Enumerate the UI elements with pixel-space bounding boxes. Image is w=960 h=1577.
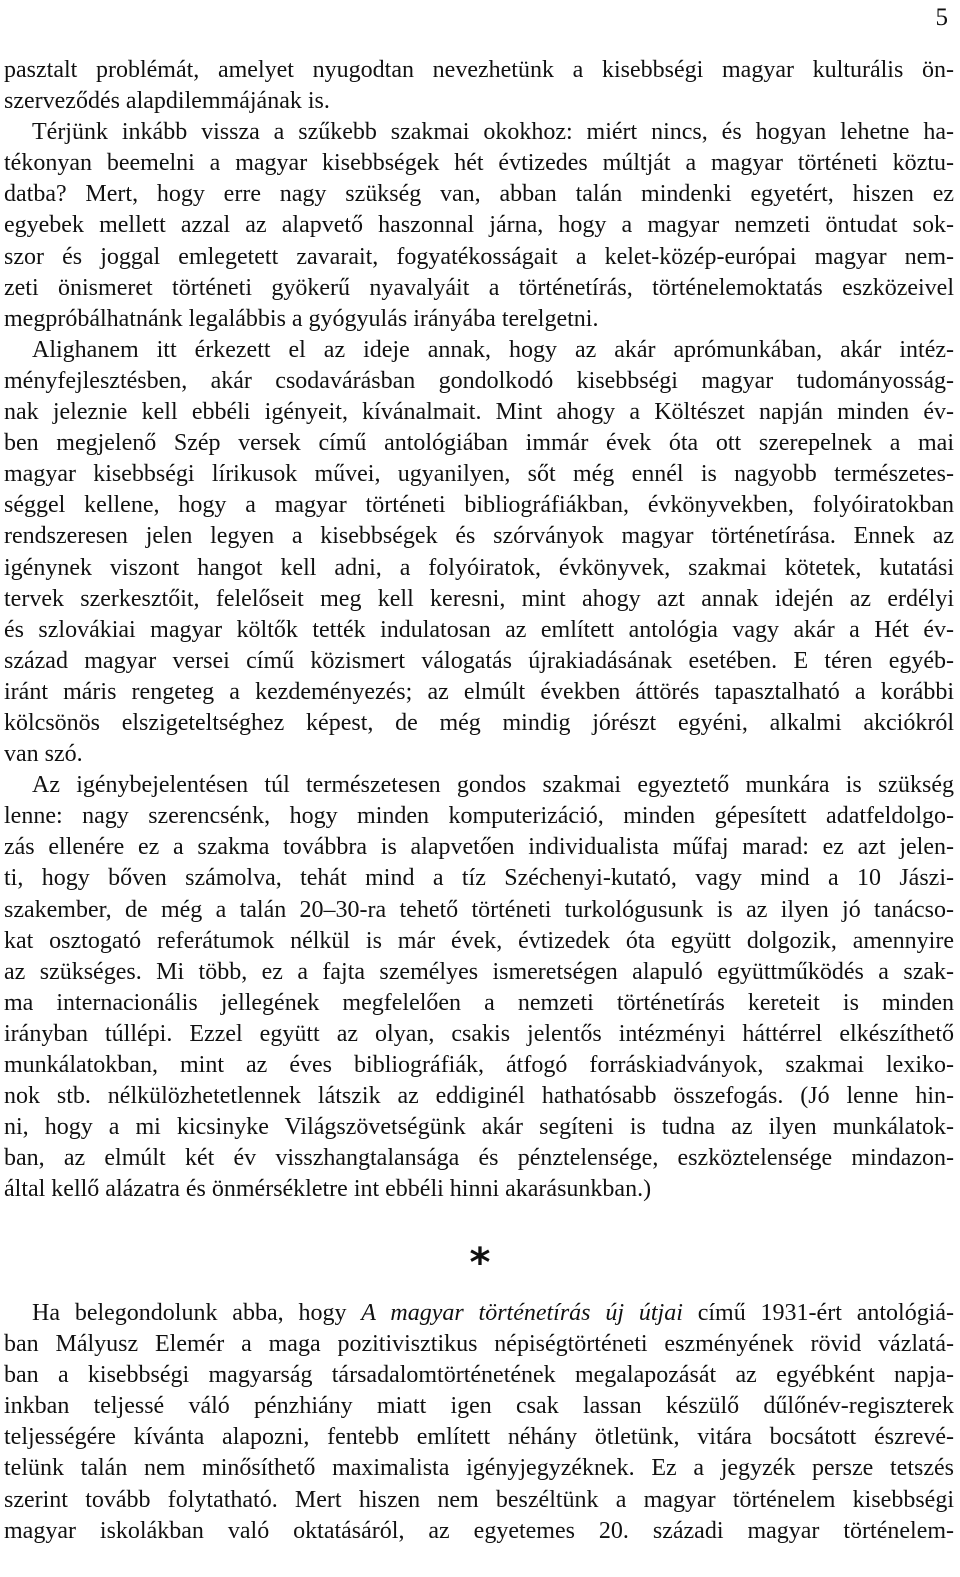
- text-line: telünk talán nem minősíthető maximalista igényjegyzéknek. Ez a jegyzék persze tetszés: [4, 1455, 954, 1482]
- text-line: szakember, de még a talán 20–30-ra tehető történeti turkológusunk is az ilyen jó tanácso-: [4, 896, 954, 923]
- text-run: Ha belegondolunk abba, hogy: [32, 1300, 362, 1326]
- text-line: ban, az elmúlt két év visszhangtalansága és pénztelensége, eszköztelensége mindazon-: [4, 1145, 954, 1172]
- text-line: rendszeresen jelen legyen a kisebbségek és szórványok magyar történetírása. Ennek az: [4, 523, 954, 550]
- text-line: kat osztogató referátumok nélkül is már évek, évtizedek óta együtt dolgozik, amennyire: [4, 927, 954, 954]
- text-line: irányban túllépi. Ezzel együtt az olyan, csakis jelentős intézményi háttérrel elkészíthető: [4, 1020, 954, 1047]
- text-line: séggel kellene, hogy a magyar történeti bibliográfiákban, évkönyvekben, folyóiratokban: [4, 492, 954, 519]
- text-line: igénynek viszont hangot kell adni, a folyóiratok, évkönyvek, szakmai kötetek, kutatási: [4, 554, 954, 581]
- text-line: és szlovákiai magyar költők tették indulatosan az említett antológia vagy akár a Hét év-: [4, 616, 954, 643]
- text-line: tékonyan beemelni a magyar kisebbségek hét évtizedes múltját a magyar történeti köztu-: [4, 150, 954, 177]
- text-line: pasztalt problémát, amelyet nyugodtan nevezhetünk a kisebbségi magyar kulturális ön-: [4, 57, 954, 83]
- text-line: kölcsönös elszigeteltséghez képest, de még mindig jórészt egyéni, alkalmi akciókról: [4, 709, 954, 736]
- text-line: ban Mályusz Elemér a maga pozitivisztikus népiségtörténeti eszményének rövid vázlatá-: [4, 1331, 954, 1358]
- text-line: század magyar versei című közismert válogatás újrakiadásának esetében. E téren egyéb-: [4, 647, 954, 674]
- section-2-text: [4, 1298, 954, 1547]
- text-line: ben megjelenő Szép versek című antológiában immár évek óta ott szerepelnek a mai: [4, 430, 954, 457]
- text-line: tervek szerkesztőit, felelőseit meg kell keresni, mint ahogy azt annak idején az erdélyi: [4, 585, 954, 612]
- text-line: munkálatokban, mint az éves bibliográfiák, átfogó forráskiadványok, szakmai lexiko-: [4, 1052, 954, 1078]
- section-separator: *: [469, 1240, 491, 1286]
- text-line: az szükséges. Mi több, ez a fajta személyes ismeretségen alapuló együttműködés a szak-: [4, 958, 954, 985]
- text-line: ma internacionális jellegének megfelelően a nemzeti történetírás kereteit is minden: [4, 989, 954, 1016]
- text-line: szerveződés alapdilemmájának is.: [4, 88, 330, 115]
- text-line: zás ellenére ez a szakma továbbra is alapvetően individualista műfaj marad: ez azt jelen-: [4, 834, 954, 861]
- text-line: datba? Mert, hogy erre nagy szükség van, abban talán mindenki egyetért, hiszen ez: [4, 181, 954, 208]
- text-line: van szó.: [4, 741, 83, 768]
- text-line: Alighanem itt érkezett el az ideje annak, hogy az akár aprómunkában, akár intéz-: [32, 336, 954, 363]
- book-title: A magyar történetírás új útjai: [361, 1300, 683, 1326]
- text-line: zeti önismeret történeti gyökerű nyavalyáit a történetírás, történelemoktatás eszközeivel: [4, 274, 954, 301]
- page-number: 5: [935, 4, 948, 31]
- text-run: című 1931-ért antológiá-: [682, 1300, 955, 1326]
- text-line: ményfejlesztésben, akár csodavárásban gondolkodó kisebbségi magyar tudományosság-: [4, 367, 954, 394]
- text-line: nak jeleznie kell ebbéli igényeit, kívánalmait. Mint ahogy a Költészet napján minden év-: [4, 399, 954, 426]
- text-line: iránt máris rengeteg a kezdeményezés; az elmúlt években áttörés tapasztalható a korábbi: [4, 678, 954, 705]
- text-line: inkban teljessé váló pénzhiány miatt igen csak lassan készülő dűlőnév-regiszterek: [4, 1393, 954, 1420]
- text-line: szor és joggal emlegetett zavarait, fogyatékosságait a kelet-közép-európai magyar nem-: [4, 243, 954, 270]
- text-line-with-italic-title: [4, 1298, 954, 1329]
- text-line: Az igénybejelentésen túl természetesen gondos szakmai egyeztető munkára is szükség: [32, 772, 954, 799]
- text-line: nok stb. nélkülözhetetlennek látszik az eddiginél hathatósabb összefogás. (Jó lenne hin-: [4, 1083, 954, 1110]
- text-line: ban a kisebbségi magyarság társadalomtörténetének megalapozását az egyébként napja-: [4, 1362, 954, 1389]
- text-line: szerint tovább folytatható. Mert hiszen nem beszéltünk a magyar történelem kisebbségi: [4, 1486, 954, 1513]
- text-line: Térjünk inkább vissza a szűkebb szakmai okokhoz: miért nincs, és hogyan lehetne ha-: [32, 119, 954, 146]
- text-line: teljességére kívánta alapozni, fentebb említett néhány ötletünk, vitára bocsátott észrevé-: [4, 1424, 954, 1451]
- text-line: megpróbálhatnánk legalábbis a gyógyulás irányába terelgetni.: [4, 305, 599, 332]
- section-1-text: [4, 55, 954, 1205]
- text-line: által kellő alázatra és önmérsékletre int ebbéli hinni akarásunkban.): [4, 1176, 652, 1203]
- text-line: lenne: nagy szerencsénk, hogy minden komputerizáció, minden gépesített adatfeldolgo-: [4, 803, 954, 830]
- text-line: ni, hogy a mi kicsinyke Világszövetségünk akár segíteni is tudna az ilyen munkálatok-: [4, 1114, 954, 1141]
- text-line: ti, hogy bőven számolva, tehát mind a tíz Széchenyi-kutató, vagy mind a 10 Jászi-: [4, 865, 954, 892]
- text-line: magyar iskolákban való oktatásáról, az egyetemes 20. századi magyar történelem-: [4, 1517, 954, 1544]
- text-line: magyar kisebbségi lírikusok művei, ugyanilyen, sőt még ennél is nagyobb természetes-: [4, 461, 954, 488]
- text-line: egyebek mellett azzal az alapvető haszonnal járna, hogy a magyar nemzeti öntudat sok-: [4, 212, 954, 239]
